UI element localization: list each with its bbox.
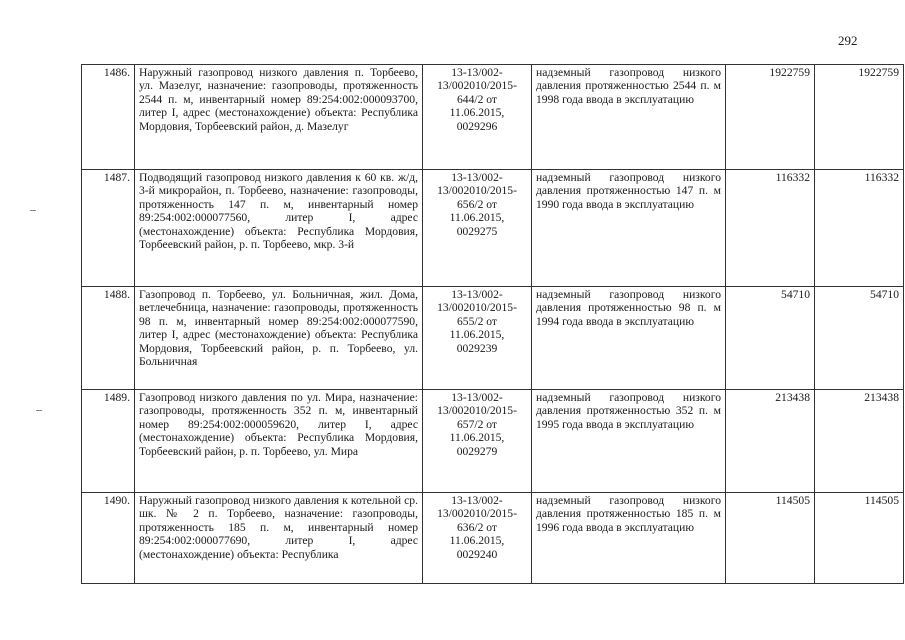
object-description: Наружный газопровод низкого давления к котельной ср. шк. № 2 п. Торбеево, назначение: газопроводы, протяженность 185 п. м, инвентарный номер 89:254:002:000077690, литер I, адрес (местонахождение) объекта: Республика	[135, 493, 423, 584]
row-number: 1488.	[82, 287, 135, 390]
object-characteristics: надземный газопровод низкого давления протяженностью 2544 п. м 1998 года ввода в эксплуатацию	[532, 65, 726, 170]
registration-record	[423, 493, 532, 584]
registration-line: 11.06.2015,	[449, 211, 505, 225]
registration-line: 13-13/002-	[451, 494, 503, 507]
registration-record	[423, 390, 532, 493]
value-cell: 54710	[726, 287, 815, 390]
object-description: Газопровод низкого давления по ул. Мира, назначение: газопроводы, протяженность 352 п. м, инвентарный номер 89:254:002:000059620, литер I, адрес (местонахождение) объекта: Республика Мордовия, Торбеевский район, р. п. Торбеево, ул. Мира	[135, 390, 423, 493]
row-number: 1487.	[82, 170, 135, 287]
property-registry-table	[81, 64, 904, 584]
value-cell: 114505	[726, 493, 815, 584]
registration-line: 0029240	[456, 547, 498, 561]
registration-line: 11.06.2015,	[449, 106, 505, 120]
registration-line: 11.06.2015,	[449, 328, 505, 342]
registration-line: 655/2 от	[456, 314, 498, 328]
registration-line: 657/2 от	[456, 417, 498, 431]
registration-line: 0029279	[456, 444, 498, 458]
registration-line: 636/2 от	[456, 520, 498, 534]
registration-line: 644/2 от	[456, 92, 498, 106]
table-row	[82, 65, 904, 170]
margin-mark	[30, 210, 36, 211]
registration-record	[423, 287, 532, 390]
registration-line: 13/002010/2015-	[437, 301, 517, 315]
registration-line: 13-13/002-	[451, 66, 503, 79]
value-cell: 116332	[726, 170, 815, 287]
registration-line: 0029239	[456, 341, 498, 355]
value-cell: 116332	[815, 170, 904, 287]
registration-record	[423, 170, 532, 287]
object-description: Газопровод п. Торбеево, ул. Больничная, жил. Дома, ветлечебница, назначение: газопроводы, протяженность 98 п. м, инвентарный номер 89:254:002:000077590, литер I, адрес (местонахождение) объекта: Республика Мордовия, Торбеевский район, р. п. Торбеево, ул. Больничная	[135, 287, 423, 390]
page-number: 292	[838, 33, 858, 48]
object-characteristics: надземный газопровод низкого давления протяженностью 352 п. м 1995 года ввода в эксплуатацию	[532, 390, 726, 493]
registration-line: 13-13/002-	[451, 171, 503, 184]
registration-line: 11.06.2015,	[449, 431, 505, 445]
value-cell: 213438	[726, 390, 815, 493]
registration-line: 13-13/002-	[451, 288, 503, 301]
value-cell: 1922759	[815, 65, 904, 170]
row-number: 1490.	[82, 493, 135, 584]
registration-line: 0029296	[456, 119, 498, 133]
row-number: 1489.	[82, 390, 135, 493]
table-row	[82, 493, 904, 584]
value-cell: 213438	[815, 390, 904, 493]
value-cell: 114505	[815, 493, 904, 584]
registration-record	[423, 65, 532, 170]
registration-line: 0029275	[456, 224, 498, 238]
value-cell: 1922759	[726, 65, 815, 170]
registration-line: 13-13/002-	[451, 391, 503, 404]
registration-line: 13/002010/2015-	[437, 507, 517, 521]
object-characteristics: надземный газопровод низкого давления протяженностью 185 п. м 1996 года ввода в эксплуатацию	[532, 493, 726, 584]
object-characteristics: надземный газопровод низкого давления протяженностью 147 п. м 1990 года ввода в эксплуатацию	[532, 170, 726, 287]
row-number: 1486.	[82, 65, 135, 170]
table-row	[82, 170, 904, 287]
registration-line: 656/2 от	[456, 197, 498, 211]
registration-line: 13/002010/2015-	[437, 404, 517, 418]
margin-mark	[36, 410, 42, 411]
table-row	[82, 287, 904, 390]
object-description: Подводящий газопровод низкого давления к 60 кв. ж/д, 3-й микрорайон, п. Торбеево, назначение: газопроводы, протяженность 147 п. м, инвентарный номер 89:254:002:000077560, литер I, адрес (местонахождение) объекта: Республика Мордовия, Торбеевский район, р. п. Торбеево, мкр. 3-й	[135, 170, 423, 287]
registration-line: 11.06.2015,	[449, 534, 505, 548]
object-characteristics: надземный газопровод низкого давления протяженностью 98 п. м 1994 года ввода в эксплуатацию	[532, 287, 726, 390]
object-description: Наружный газопровод низкого давления п. Торбеево, ул. Мазелуг, назначение: газопроводы, протяженность 2544 п. м, инвентарный номер 89:254:002:000093700, литер I, адрес (местонахождение) объекта: Республика Мордовия, Торбеевский район, д. Мазелуг	[135, 65, 423, 170]
registration-line: 13/002010/2015-	[437, 79, 517, 93]
value-cell: 54710	[815, 287, 904, 390]
registration-line: 13/002010/2015-	[437, 184, 517, 198]
table-row	[82, 390, 904, 493]
